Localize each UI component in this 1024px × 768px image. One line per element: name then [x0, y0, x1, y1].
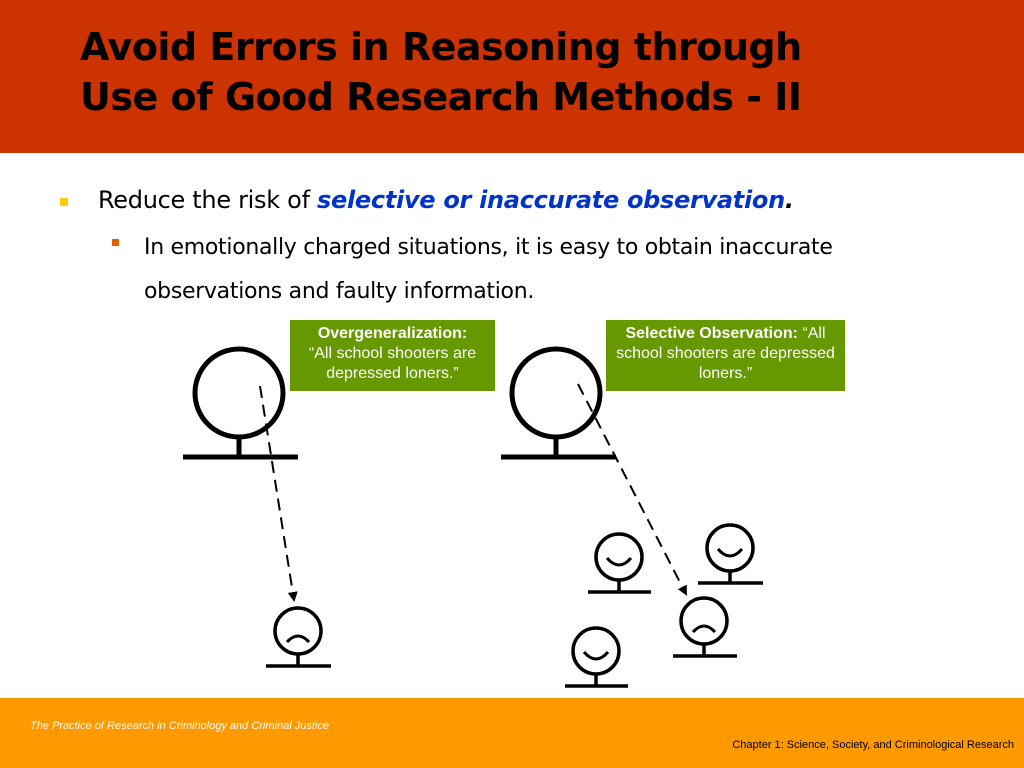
footer-bar [0, 698, 1024, 768]
bullet-1-emphasis: selective or inaccurate observation [317, 186, 785, 214]
observer-figure-right [501, 349, 616, 457]
bullet-1-suffix: . [784, 186, 794, 214]
title-line-2: Use of Good Research Methods - II [80, 75, 802, 119]
footer-book-title: The Practice of Research in Criminology and Criminal Justice [30, 720, 329, 732]
bullet-2-text: In emotionally charged situations, it is easy to obtain inaccurate observations and faulty information. [144, 235, 833, 304]
callout-2-text: “All school shooters are depressed loners.” [616, 325, 835, 382]
observer-figure-left [183, 349, 298, 457]
callout-1-label: Overgeneralization: [317, 325, 468, 342]
callout-2-label: Selective Observation: [625, 325, 798, 342]
sad-person-icon [266, 608, 331, 666]
bullet-1-prefix: Reduce the risk of [98, 186, 318, 214]
title-line-1: Avoid Errors in Reasoning through [80, 25, 802, 69]
happy-person-icon [698, 525, 763, 583]
footer-chapter-title: Chapter 1: Science, Society, and Criminological Research [732, 739, 1014, 751]
sad-person-icon [673, 598, 737, 656]
happy-person-icon [565, 628, 628, 686]
callout-1-text: “All school shooters are depressed loners.” [308, 345, 477, 382]
happy-person-icon [588, 534, 651, 592]
